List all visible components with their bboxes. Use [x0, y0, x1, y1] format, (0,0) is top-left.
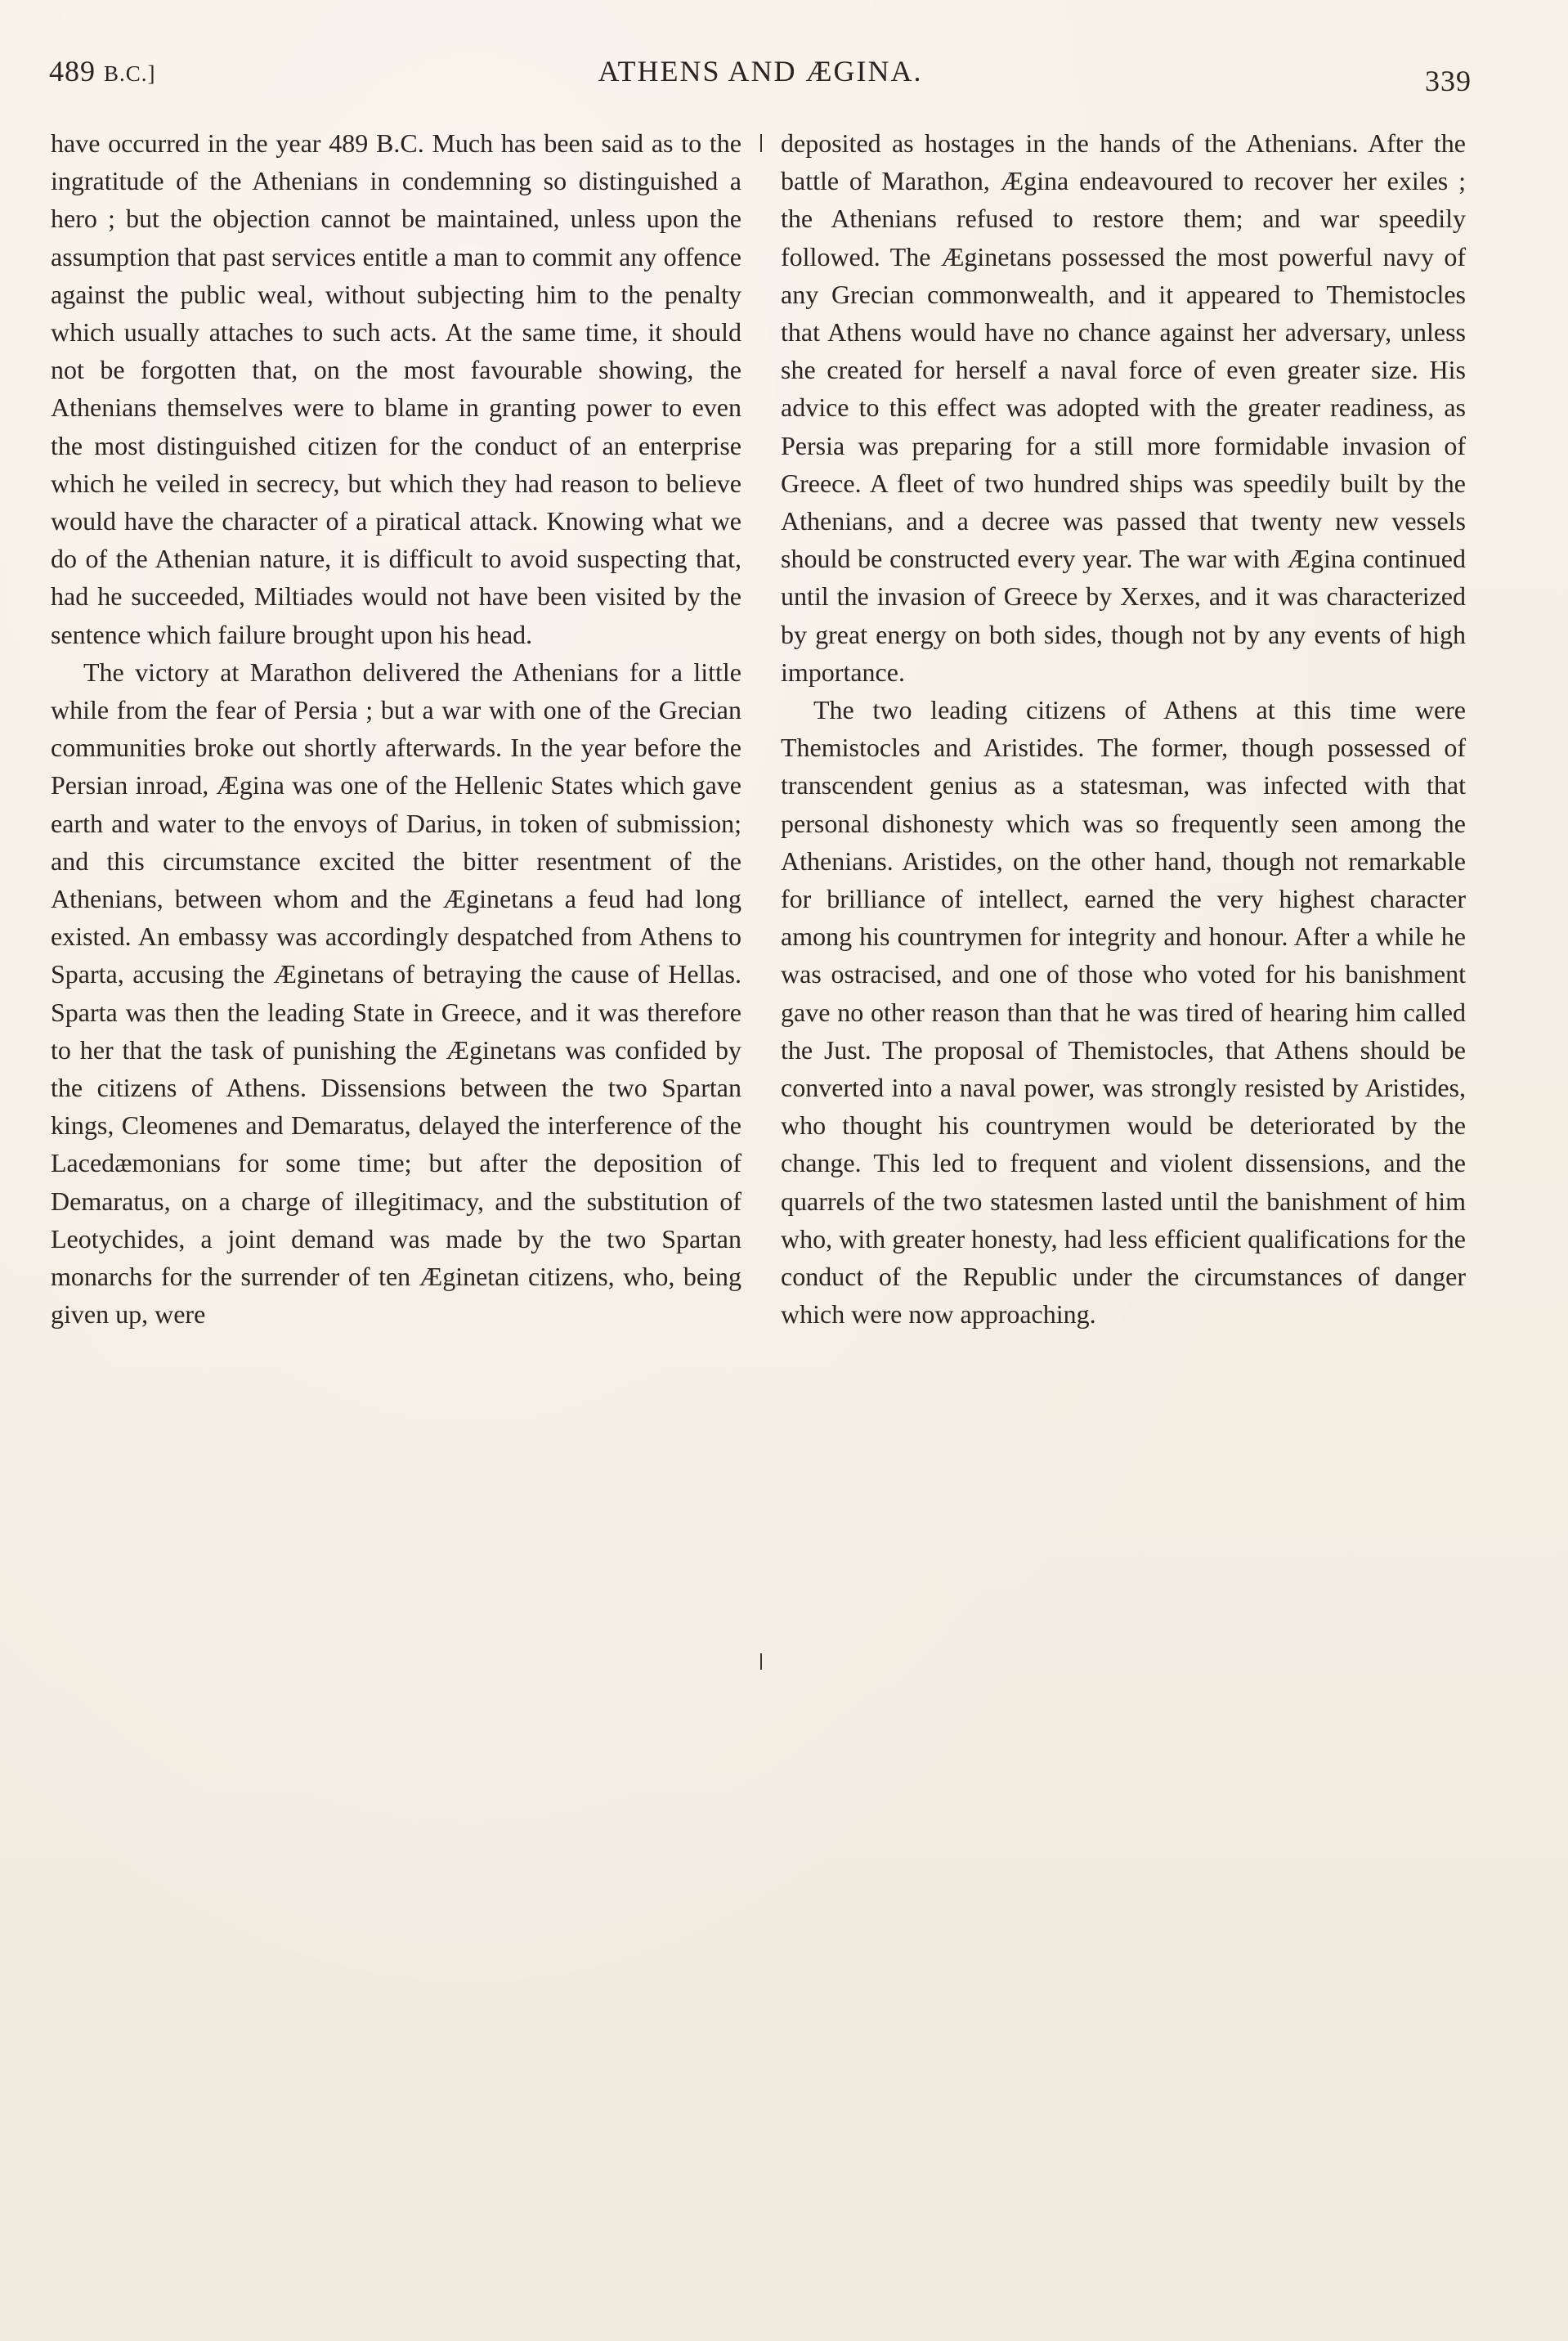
left-paragraph-2: The victory at Marathon delivered the Athenians for a little while from the fear of Persia ; but a war with one of the Grecian communities broke out shortly afterwards. In the year before the Persian inroad, Ægina was one of the Hellenic States which gave earth and water to the envoys of Darius, in token of submission; and this circumstance excited the bitter resentment of the Athenians, between whom and the Æginetans a feud had long existed. An embassy was accordingly despatched from Athens to Sparta, accusing the Æginetans of betraying the cause of Hellas. Sparta was then the leading State in Greece, and it was therefore to her that the task of punishing the Æginetans was confided by the citizens of Athens. Dissensions between the two Spartan kings, Cleomenes and Demaratus, delayed the interference of the Lacedæmonians for some time; but after the deposition of Demaratus, on a charge of illegitimacy, and the substitution of Leotychides, a joint demand was made by the two Spartan monarchs for the surrender of ten Æginetan citizens, who, being given up, were: [51, 657, 741, 1330]
running-head-era: B.C.]: [104, 61, 156, 86]
right-column: [781, 124, 1466, 1334]
column-divider-bottom: [760, 1653, 762, 1670]
running-head-year: 489: [49, 55, 96, 87]
column-divider-top: [760, 134, 762, 152]
left-paragraph-1: have occurred in the year 489 B.C. Much has been said as to the ingratitude of the Athenians in condemning so distinguished a hero ; but the objection cannot be maintained, unless upon the assumption that past services entitle a man to commit any offence against the public weal, without subjecting him to the penalty which usually attaches to such acts. At the same time, it should not be forgotten that, on the most favourable showing, the Athenians themselves were to blame in granting power to even the most distinguished citizen for the conduct of an enterprise which he veiled in secrecy, but which they had reason to believe would have the character of a piratical attack. Knowing what we do of the Athenian nature, it is difficult to avoid suspecting that, had he succeeded, Miltiades would not have been visited by the sentence which failure brought upon his head.: [51, 128, 741, 649]
right-paragraph-2: The two leading citizens of Athens at this time were Themistocles and Aristides. The former, though possessed of transcendent genius as a statesman, was infected with that personal dishonesty which was so frequently seen among the Athenians. Aristides, on the other hand, though not remarkable for brilliance of intellect, earned the very highest character among his countrymen for integrity and honour. After a while he was ostracised, and one of those who voted for his banishment gave no other reason than that he was tired of hearing him called the Just. The proposal of Themistocles, that Athens should be converted into a naval power, was strongly resisted by Aristides, who thought his countrymen would be deteriorated by the change. This led to frequent and violent dissensions, and the quarrels of the two statesmen lasted until the banishment of him who, with greater honesty, had less efficient qualifications for the conduct of the Republic under the circumstances of danger which were now approaching.: [781, 695, 1466, 1330]
running-head-title: ATHENS AND ÆGINA.: [598, 55, 923, 87]
page-number: 339: [1425, 65, 1472, 97]
right-paragraph-1: deposited as hostages in the hands of the Athenians. After the battle of Marathon, Ægina endeavoured to recover her exiles ; the Athenians refused to restore them; and war speedily followed. The Æginetans possessed the most powerful navy of any Grecian commonwealth, and it appeared to Themistocles that Athens would have no chance against her adversary, unless she created for herself a naval force of even greater size. His advice to this effect was adopted with the greater readiness, as Persia was preparing for a still more formidable invasion of Greece. A fleet of two hundred ships was speedily built by the Athenians, and a decree was passed that twenty new vessels should be constructed every year. The war with Ægina continued until the invasion of Greece by Xerxes, and it was characterized by great energy on both sides, though not by any events of high importance.: [781, 128, 1466, 687]
left-column: [51, 124, 741, 1334]
running-head: [49, 51, 1472, 100]
